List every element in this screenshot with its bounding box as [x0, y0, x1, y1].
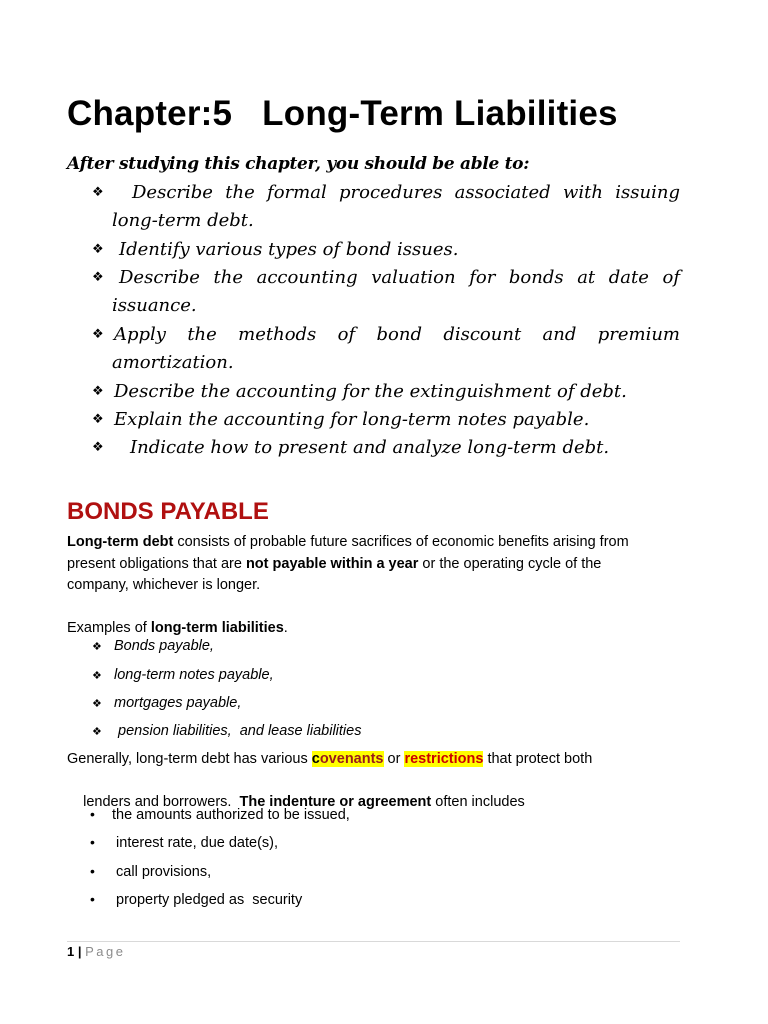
- objective-text: Describe the formal procedures associated with issuing: [132, 182, 680, 203]
- dot-bullet-icon: •: [90, 863, 95, 879]
- covenants-middle: or: [383, 751, 405, 767]
- objective-text-continued: issuance.: [112, 295, 197, 316]
- example-text: Bonds payable,: [114, 638, 214, 654]
- objective-item: [92, 406, 680, 434]
- covenants-first-letter: c: [311, 751, 320, 767]
- diamond-bullet-icon: ❖: [92, 412, 104, 427]
- objective-item: [92, 378, 680, 406]
- covenants-suffix: that protect both: [483, 751, 593, 767]
- objective-item: [92, 264, 680, 320]
- footer-divider: [67, 941, 680, 942]
- covenants-rest: ovenants: [319, 751, 384, 767]
- definition-emphasis: not payable within a year: [245, 555, 419, 572]
- indenture-item-text: property pledged as security: [112, 892, 303, 908]
- learning-objectives-intro: After studying this chapter, you should be able to:: [67, 154, 530, 174]
- definition-text-part2: or the operating cycle of the company, whichever is longer.: [67, 555, 602, 593]
- indenture-item: [90, 891, 302, 908]
- diamond-bullet-icon: ❖: [92, 698, 102, 710]
- diamond-bullet-icon: ❖: [92, 185, 104, 200]
- objective-text: Describe the accounting for the extinguishment of debt.: [114, 381, 627, 402]
- indenture-item-text: call provisions,: [112, 864, 212, 880]
- dot-bullet-icon: •: [90, 806, 95, 822]
- indenture-prefix: lenders and borrowers.: [83, 794, 240, 810]
- examples-suffix: .: [283, 620, 288, 636]
- dot-bullet-icon: •: [90, 891, 95, 907]
- examples-intro: [67, 620, 288, 636]
- example-item: [92, 695, 241, 711]
- example-item: [92, 638, 214, 654]
- chapter-label: Chapter:5: [67, 94, 233, 133]
- section-heading: BONDS PAYABLE: [67, 498, 269, 525]
- examples-prefix: Examples of: [67, 620, 151, 636]
- objective-text-continued: amortization.: [112, 352, 234, 373]
- diamond-bullet-icon: ❖: [92, 641, 102, 653]
- objective-text: Explain the accounting for long-term notes payable.: [114, 409, 590, 430]
- objective-text: Describe the accounting valuation for bonds at date of: [119, 267, 680, 288]
- indenture-emphasis: The indenture or agreement: [239, 794, 432, 810]
- indenture-item-text: interest rate, due date(s),: [112, 835, 279, 851]
- example-text: long-term notes payable,: [114, 667, 274, 683]
- dot-bullet-icon: •: [90, 834, 95, 850]
- diamond-bullet-icon: ❖: [92, 440, 104, 455]
- objective-item: [92, 179, 680, 235]
- indenture-item-text: the amounts authorized to be issued,: [112, 807, 350, 823]
- indenture-suffix: often includes: [431, 794, 525, 810]
- covenants-highlight: [312, 751, 384, 767]
- page-number: 1: [67, 944, 75, 959]
- indenture-item: [90, 863, 211, 880]
- objective-text-continued: long-term debt.: [112, 210, 254, 231]
- objective-text: Apply the methods of bond discount and premium: [114, 324, 680, 345]
- diamond-bullet-icon: ❖: [92, 327, 104, 342]
- restrictions-highlight: restrictions: [404, 751, 484, 767]
- example-text: mortgages payable,: [114, 695, 242, 711]
- indenture-item: [90, 834, 278, 851]
- chapter-title: [67, 94, 618, 134]
- definition-paragraph: [67, 532, 667, 597]
- covenants-prefix: Generally, long-term debt has various: [67, 751, 312, 767]
- chapter-name: Long-Term Liabilities: [262, 94, 618, 133]
- definition-term: Long-term debt: [67, 534, 174, 550]
- diamond-bullet-icon: ❖: [92, 384, 104, 399]
- example-item: [92, 723, 361, 739]
- diamond-bullet-icon: ❖: [92, 270, 104, 285]
- footer-separator: |: [74, 944, 86, 959]
- objective-item: [92, 321, 680, 377]
- page-label: Page: [85, 944, 126, 959]
- objective-text: Identify various types of bond issues.: [119, 239, 459, 260]
- objective-text: Indicate how to present and analyze long-term debt.: [130, 437, 610, 458]
- example-text: pension liabilities, and lease liabilities: [114, 723, 362, 739]
- objective-item: [92, 434, 680, 462]
- diamond-bullet-icon: ❖: [92, 670, 102, 682]
- example-item: [92, 667, 274, 683]
- examples-term: long-term liabilities: [150, 620, 284, 636]
- covenants-line: [67, 751, 592, 767]
- indenture-item: [90, 806, 350, 823]
- page-footer: [67, 944, 125, 959]
- definition-text-part1: consists of probable future sacrifices of economic benefits arising from present obligations that are: [67, 534, 629, 572]
- diamond-bullet-icon: ❖: [92, 726, 102, 738]
- objective-item: [92, 236, 680, 264]
- diamond-bullet-icon: ❖: [92, 242, 104, 257]
